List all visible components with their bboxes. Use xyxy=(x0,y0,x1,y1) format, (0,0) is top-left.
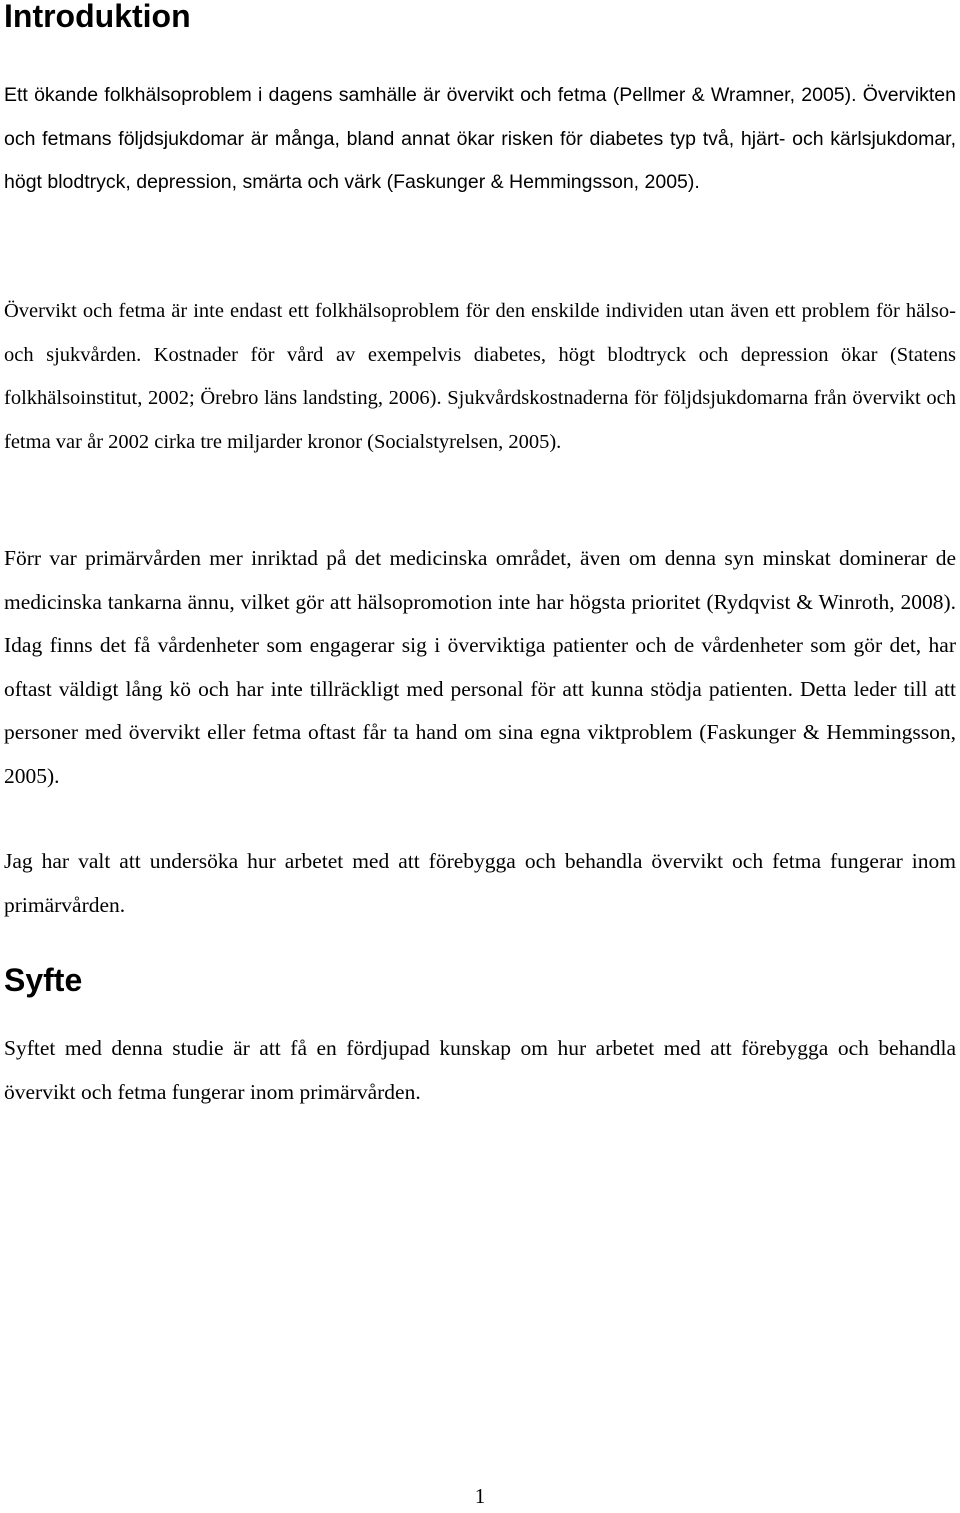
page-number: 1 xyxy=(474,1484,486,1508)
paragraph-intro-4: Jag har valt att undersöka hur arbetet med att förebygga och behandla övervikt och fetma fungerar inom primärvården. xyxy=(4,849,956,917)
paragraph-intro-2: Övervikt och fetma är inte endast ett folkhälsoproblem för den enskilde individen utan även ett problem för hälso- och sjukvården. Kostnader för vård av exempelvis diabetes, högt blodtryck och depression ökar (Statens folkhälsoinstitut, 2002; Örebro läns landsting, 2006). Sjukvårdskostnaderna för följdsjukdomarna från övervikt och fetma var år 2002 cirka tre miljarder kronor (Socialstyrelsen, 2005). xyxy=(4,300,956,453)
paragraph-syfte-1: Syftet med denna studie är att få en fördjupad kunskap om hur arbetet med att förebygga och behandla övervikt och fetma fungerar inom primärvården. xyxy=(4,1036,956,1104)
section-heading-syfte: Syfte xyxy=(4,962,83,998)
paragraph-intro-1: Ett ökande folkhälsoproblem i dagens samhälle är övervikt och fetma (Pellmer & Wramner, 2005). Övervikten och fetmans följdsjukdomar är många, bland annat ökar risken för diabetes typ två, hjärt- och kärlsjukdomar, högt blodtryck, depression, smärta och värk (Faskunger & Hemmingsson, 2005). xyxy=(4,84,956,193)
section-heading-introduktion: Introduktion xyxy=(4,0,191,34)
paragraph-intro-3: Förr var primärvården mer inriktad på det medicinska området, även om denna syn minskat dominerar de medicinska tankarna ännu, vilket gör att hälsopromotion inte har högsta prioritet (Rydqvist & Winroth, 2008). Idag finns det få vårdenheter som engagerar sig i överviktiga patienter och de vårdenheter som gör det, har oftast väldigt lång kö och har inte tillräckligt med personal för att kunna stödja patienten. Detta leder till att personer med övervikt eller fetma oftast får ta hand om sina egna viktproblem (Faskunger & Hemmingsson, 2005). xyxy=(4,546,956,788)
